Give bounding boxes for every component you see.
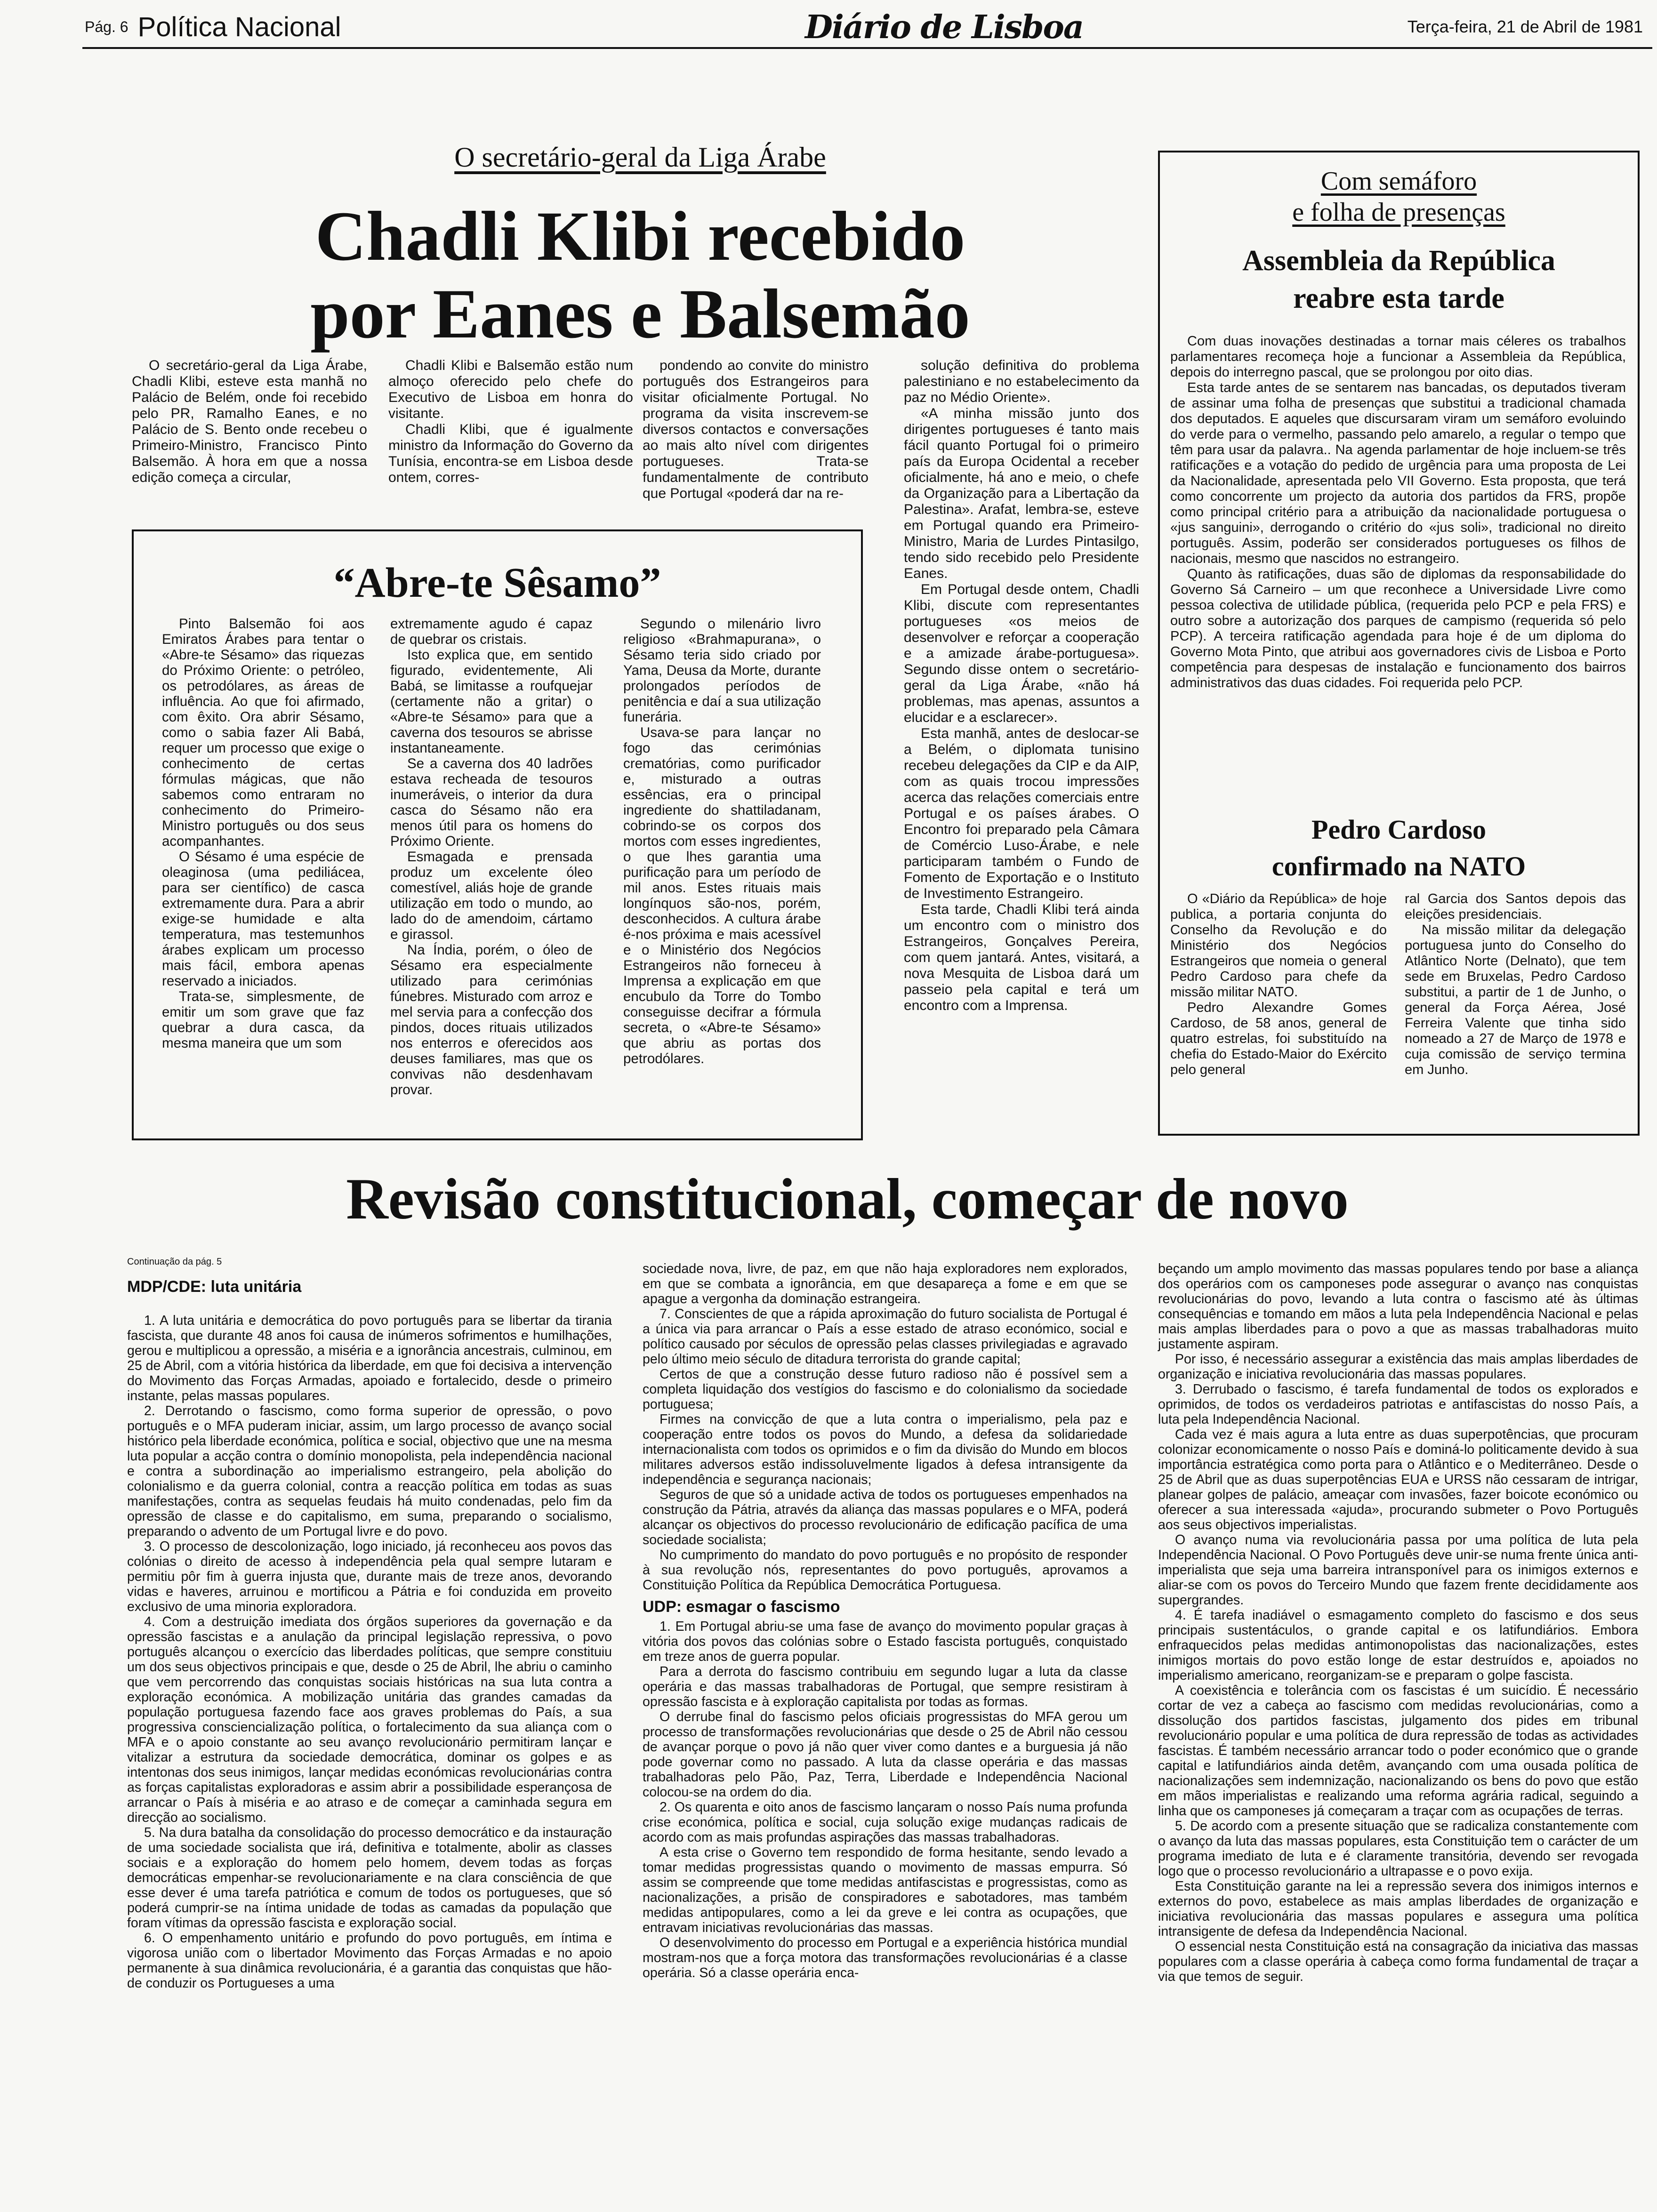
paragraph: Cada vez é mais agura a luta entre as duas superpotências, que procuram colonizar economicamente o nosso País e dominá-lo politicamente devido à sua importância estratégica como porta para o Atlântico e o Mediterrâneo. Desde o 25 de Abril que as duas superpotências EUA e URSS não cessaram de intrigar, planear golpes de palácio, ameaçar com invasões, fazer boicote económico ou oferecer a sua interessada «ajuda», procurando submeter o Povo Português aos seus objectivos imperialistas. xyxy=(1158,1427,1638,1532)
paragraph: 1. Em Portugal abriu-se uma fase de avanço do movimento popular graças à vitória dos povos das colónias sobre o Estado fascista português, conquistado em treze anos de guerra popular. xyxy=(643,1619,1127,1664)
sesamo-title: “Abre-te Sêsamo” xyxy=(333,560,661,606)
paragraph: Trata-se, simplesmente, de emitir um som grave que faz quebrar a dura casca, da mesma maneira que um som xyxy=(162,989,364,1051)
paragraph: «A minha missão junto dos dirigentes portugueses é tanto mais fácil quanto Portugal foi o primeiro país da Europa Ocidental a receber oficialmente, há ano e meio, o chefe da Organização para a Libertação da Palestina». Arafat, lembra-se, esteve em Portugal quando era Primeiro-Ministro, Maria de Lurdes Pintasilgo, tendo sido recebido pelo Presidente Eanes. xyxy=(904,406,1139,581)
revisao-column-3 xyxy=(1158,1261,1638,1984)
paragraph: Esta Constituição garante na lei a repressão severa dos inimigos internos e externos do povo, estabelece as mais amplas liberdades de organização e iniciativa revolucionária das massas populares e assegura uma política intransigente de defesa da Independência Nacional. xyxy=(1158,1879,1638,1939)
paragraph: 5. De acordo com a presente situação que se radicaliza constantemente com o avanço da luta das massas populares, esta Constituição tem o carácter de um programa imediato de luta e é claramente transitória, devendo ser revogada logo que o processo revolucionário a ultrapasse e o povo exija. xyxy=(1158,1819,1638,1879)
paragraph: Chadli Klibi e Balsemão estão num almoço oferecido pelo chefe do Executivo de Lisboa em honra do visitante. xyxy=(388,358,633,421)
cardoso-column-1 xyxy=(1170,891,1387,1078)
klibi-column-4 xyxy=(904,358,1139,1014)
klibi-headline-line1: Chadli Klibi recebido xyxy=(315,197,965,275)
paragraph: 4. Com a destruição imediata dos órgãos superiores da governação e da opressão fascistas e a anulação da principal legislação repressiva, o povo português alcançou o exercício das liberdades políticas, que sempre constituiu um dos seus objectivos principais e que, desde o 25 de Abril, lhe abriu o caminho que vem percorrendo das conquistas sociais históricas na sua luta contra a exploração económica. A mobilização unitária das grandes camadas da população portuguesa fazendo face aos graves problemas do País, a sua progressiva consciencialização política, o fortalecimento da sua aliança com o MFA e o apoio constante ao seu avanço revolucionário permitiram lançar e vitalizar a estrutura da sociedade democrática, dominar os golpes e as intentonas dos seus inimigos, lançar medidas económicas revolucionárias contra as forças capitalistas exploradoras e assim abrir a possibilidade esperançosa de arrancar o País à miséria e ao atraso e de começar a caminhada segura em direcção ao socialismo. xyxy=(127,1614,612,1825)
paragraph: Com duas inovações destinadas a tornar mais céleres os trabalhos parlamentares recomeça hoje a funcionar a Assembleia da República, depois do interregno pascal, que se prolongou por oito dias. xyxy=(1170,334,1626,380)
paragraph: 2. Derrotando o fascismo, como forma superior de opressão, o povo português e o MFA puderam iniciar, assim, um largo processo de avanço social histórico pela liberdade económica, política e social, objectivo que une na mesma luta popular a acção contra o domínio monopolista, pela independência nacional e contra a subordinação ao imperialismo estrangeiro, pela abolição do colonialismo e da guerra colonial, contra a reacção política em todas as suas manifestações, contra as sequelas feudais há muito condenadas, pelo fim da opressão de classe e do capitalismo, em suma, preparando o socialismo, preparando o advento de um Portugal livre e do povo. xyxy=(127,1403,612,1539)
paragraph: ral Garcia dos Santos depois das eleições presidenciais. xyxy=(1405,891,1626,922)
klibi-column-3 xyxy=(643,358,869,502)
paragraph: Usava-se para lançar no fogo das cerimónias crematórias, como purificador e, misturado a outras essências, era o principal ingrediente do shattiladanam, cobrindo-se os corpos dos mortos com esses ingredientes, o que lhes garantia uma purificação para um período de mil anos. Estes rituais mais longínquos são-nos, porém, desconhecidos. A cultura árabe é-nos próxima e mais acessível e o Ministério dos Negócios Estrangeiros não forneceu à Imprensa a explicação em que encubulo da Torre do Tombo conseguisse decifrar a fórmula secreta, o «Abre-te Sésamo» que abriu as portas dos petrodólares. xyxy=(623,725,821,1066)
continuation-note: Continuação da pág. 5 xyxy=(127,1257,222,1267)
mdp-subheading: MDP/CDE: luta unitária xyxy=(127,1278,302,1296)
paragraph: solução definitiva do problema palestiniano e no estabelecimento da paz no Médio Oriente». xyxy=(904,358,1139,405)
section-title: Política Nacional xyxy=(137,11,341,42)
klibi-column-1 xyxy=(132,358,367,486)
paragraph: beçando um amplo movimento das massas populares tendo por base a aliança dos operários com os camponeses pode assegurar o avanço nas conquistas revolucionárias do povo, levando a luta contra o fascismo até às últimas consequências e tomando em mãos a luta pela Independência Nacional e pelas mais amplas liberdades para o povo a que as massas trabalhadoras muito justamente aspiram. xyxy=(1158,1261,1638,1352)
paragraph: A coexistência e tolerância com os fascistas é um suicídio. É necessário cortar de vez a cabeça ao fascismo com medidas revolucionárias, como a dissolução dos partidos fascistas, julgamento dos pides em tribunal revolucionário popular e uma política de dura repressão de todas as actividades fascistas. É também necessário arrancar todo o poder económico que o grande capital e latifundiários ainda detêm, avançando com uma ousada política de nacionalizações sem indemnização, nacionalizando os bens do povo que estão em mãos imperialistas e realizando uma reforma agrária radical, seguindo a linha que os camponeses já começaram a traçar com as ocupações de terras. xyxy=(1158,1683,1638,1819)
cardoso-column-2 xyxy=(1405,891,1626,1078)
paragraph: Esmagada e prensada produz um excelente óleo comestível, aliás hoje de grande utilização em todo o mundo, ao lado do de amendoim, cártamo e girassol. xyxy=(390,849,593,942)
paragraph: A esta crise o Governo tem respondido de forma hesitante, sendo levado a tomar medidas progressistas quando o movimento de massas empurra. Só assim se compreende que tome medidas antifascistas e progressistas, como as nacionalizações, a prisão de conspiradores e sabotadores, mas também medidas antipopulares, como a lei da greve e lei contra as ocupações, que entravam iniciativas revolucionárias das massas. xyxy=(643,1845,1127,1935)
paragraph: Certos de que a construção desse futuro radioso não é possível sem a completa liquidação dos vestígios do fascismo e do colonialismo da sociedade portuguesa; xyxy=(643,1367,1127,1412)
klibi-kicker: O secretário-geral da Liga Árabe xyxy=(454,142,826,173)
paragraph: Quanto às ratificações, duas são de diplomas da responsabilidade do Governo Sá Carneiro – um que reconhece a Universidade Livre como pessoa colectiva de utilidade pública, (requerida pelo PCP e pela FRS) e outro sobre a autorização dos parques de campismo (requerida só pelo PCP). A terceira ratificação agendada para hoje é de um diploma do Governo Mota Pinto, que atribui aos governadores civis de Lisboa e Porto competência para despesas de instalação e funcionamento dos bairros administrativos das duas cidades. Foi requerida pelo PCP. xyxy=(1170,567,1626,690)
sesamo-box xyxy=(132,529,863,1140)
paragraph: 3. Derrubado o fascismo, é tarefa fundamental de todos os explorados e oprimidos, de todos os verdadeiros patriotas e antifascistas do nosso País, a luta pela Independência Nacional. xyxy=(1158,1382,1638,1427)
cardoso-headline xyxy=(1160,811,1638,885)
paragraph: Se a caverna dos 40 ladrões estava recheada de tesouros inumeráveis, o interior da dura casca do Sésamo não era menos útil para os homens do Próximo Oriente. xyxy=(390,756,593,849)
paragraph: O desenvolvimento do processo em Portugal e a experiência histórica mundial mostram-nos que a força motora das transformações revolucionárias é a classe operária. Só a classe operária enca- xyxy=(643,1935,1127,1980)
paragraph: No cumprimento do mandato do povo português e no propósito de responder à sua revolução nós, representantes do povo português, aprovamos a Constituição Política da República Democrática Portuguesa. xyxy=(643,1547,1127,1593)
paragraph: 1. A luta unitária e democrática do povo português para se libertar da tirania fascista, que durante 48 anos foi causa de inúmeros sofrimentos e humilhações, gerou e multiplicou a opressão, a miséria e a ignorância ancestrais, culminou, em 25 de Abril, com a vitória histórica da liberdade, em que foi decisiva a intervenção do Movimento das Forças Armadas, apoiado e fortalecido, desde o primeiro instante, pelas massas populares. xyxy=(127,1313,612,1403)
paragraph: 6. O empenhamento unitário e profundo do povo português, em íntima e vigorosa união com o libertador Movimento das Forças Armadas e no apoio permanente à sua dinâmica revolucionária, é a garantia das conquistas que hão-de conduzir os Portugueses a uma xyxy=(127,1931,612,1991)
paragraph: O essencial nesta Constituição está na consagração da iniciativa das massas populares com a classe operária à cabeça como forma fundamental de traçar a via que temos de seguir. xyxy=(1158,1939,1638,1984)
paragraph: Isto explica que, em sentido figurado, evidentemente, Ali Babá, se limitasse a roufquejar (certamente não a gritar) o «Abre-te Sésamo» para que a caverna dos tesouros se abrisse instantaneamente. xyxy=(390,647,593,756)
revisao-column-1 xyxy=(127,1313,612,1991)
paragraph: Esta manhã, antes de deslocar-se a Belém, o diplomata tunisino recebeu delegações da CIP e da AIP, com as quais trocou impressões acerca das relações comerciais entre Portugal e os países árabes. O Encontro foi preparado pela Câmara de Comércio Luso-Árabe, e nele participaram também o Fundo de Fomento de Exportação e o Instituto de Investimento Estrangeiro. xyxy=(904,726,1139,901)
klibi-column-2 xyxy=(388,358,633,486)
sesamo-column-2 xyxy=(390,616,593,1098)
assembleia-box xyxy=(1158,151,1640,1136)
klibi-headline xyxy=(264,198,1017,353)
sesamo-column-3 xyxy=(623,616,821,1066)
cardoso-headline-line1: Pedro Cardoso xyxy=(1311,814,1487,845)
paragraph: Chadli Klibi, que é igualmente ministro da Informação do Governo da Tunísia, encontra-se em Lisboa desde ontem, corres- xyxy=(388,422,633,485)
paragraph: Por isso, é necessário assegurar a existência das mais amplas liberdades de organização e iniciativa revolucionária das massas populares. xyxy=(1158,1352,1638,1382)
paragraph: Em Portugal desde ontem, Chadli Klibi, discute com representantes portugueses «os meios de desenvolver e reforçar a cooperação e a amizade árabe-portuguesa». Segundo disse ontem o secretário-geral da Liga Árabe, «não há problemas, mas apenas, assuntos a elucidar e a esclarecer». xyxy=(904,582,1139,725)
assembleia-body xyxy=(1170,334,1626,691)
paragraph: Pinto Balsemão foi aos Emiratos Árabes para tentar o «Abre-te Sésamo» das riquezas do Próximo Oriente: o petróleo, os petrodólares, as áreas de influência. Ao que foi afirmado, com êxito. Ora abrir Sésamo, como o sabia fazer Ali Babá, requer um processo que exige o conhecimento de certas fórmulas mágicas, que não sabemos como entraram no conhecimento do Primeiro-Ministro português ou dos seus acompanhantes. xyxy=(162,616,364,849)
paragraph: Firmes na convicção de que a luta contra o imperialismo, pela paz e cooperação entre todos os povos do Mundo, a defesa da solidariedade internacionalista com todos os oprimidos e o fim da divisão do Mundo em blocos militares adversos estão indissoluvelmente ligados à defesa intransigente da independência e segurança nacionais; xyxy=(643,1412,1127,1487)
assembleia-headline-line1: Assembleia da República xyxy=(1242,245,1555,277)
paragraph: 7. Conscientes de que a rápida aproximação do futuro socialista de Portugal é a única via para arrancar o País a esse estado de atraso económico, social e político causado por séculos de opressão pelas classes privilegiadas e agravado pelo último meio século de ditadura terrorista do grande capital; xyxy=(643,1306,1127,1367)
paragraph: O secretário-geral da Liga Árabe, Chadli Klibi, esteve esta manhã no Palácio de Belém, onde foi recebido pelo PR, Ramalho Eanes, e no Palácio de S. Bento onde recebeu o Primeiro-Ministro, Francisco Pinto Balsemão. À hora em que a nossa edição começa a circular, xyxy=(132,358,367,485)
paragraph: Esta tarde antes de se sentarem nas bancadas, os deputados tiveram de assinar uma folha de presenças que substitui a tradicional chamada dos deputados. E aqueles que discursaram viram um semáforo evoluindo do verde para o vermelho, passando pelo amarelo, a regular o tempo que têm para usar da palavra.. Na agenda parlamentar de hoje incluem-se três ratificações e a votação do pedido de urgência para uma proposta de Lei da Nacionalidade, apresentada pelo VII Governo. Esta proposta, que terá como concorrente um projecto da autoria dos partidos da FRS, propõe como principal critério para a atribuição da nacionalidade portuguesa o «jus sanguini», derrogando o critério do «jus soli», tradicional no direito português. Assim, poderão ser considerados portugueses os filhos de nacionais, mesmo que nascidos no estrangeiro. xyxy=(1170,380,1626,566)
udp-subheading: UDP: esmagar o fascismo xyxy=(643,1598,840,1616)
paragraph: extremamente agudo é capaz de quebrar os cristais. xyxy=(390,616,593,647)
paragraph: Na Índia, porém, o óleo de Sésamo era especialmente utilizado para cerimónias fúnebres. Misturado com arroz e mel servia para a confecção dos pindos, doces rituais utilizados nos enterros e oferecidos aos deuses familiares, mas que os convivas não desdenhavam provar. xyxy=(390,942,593,1098)
paragraph: Segundo o milenário livro religioso «Brahmapurana», o Sésamo teria sido criado por Yama, Deusa da Morte, durante prolongados períodos de penitência e daí a sua utilização funerária. xyxy=(623,616,821,725)
assembleia-headline xyxy=(1160,242,1638,317)
paragraph: 3. O processo de descolonização, logo iniciado, já reconheceu aos povos das colónias o direito de acesso à independência pela qual sempre lutaram e permitiu pôr fim à guerra injusta que, durante mais de treze anos, devorando vidas e haveres, arruinou e mortificou a Pátria e foi conduzida em proveito exclusivo de uma minoria exploradora. xyxy=(127,1539,612,1614)
paragraph: O derrube final do fascismo pelos oficiais progressistas do MFA gerou um processo de transformações revolucionárias que desde o 25 de Abril não cessou de avançar porque o povo já não quer viver como dantes e a burguesia já não pode governar como no passado. A luta da classe operária e das massas trabalhadoras pelo Pão, Paz, Terra, Liberdade e Independência Nacional colocou-se na ordem do dia. xyxy=(643,1709,1127,1800)
paragraph: Esta tarde, Chadli Klibi terá ainda um encontro com o ministro dos Estrangeiros, Gonçalves Pereira, com quem jantará. Antes, visitará, a nova Mesquita de Lisboa dará um passeio pela capital e terá um encontro com a Imprensa. xyxy=(904,902,1139,1013)
paragraph: Seguros de que só a unidade activa de todos os portugueses empenhados na construção da Pátria, através da aliança das massas populares e o MFA, poderá alcançar os objectivos do processo revolucionário de edificação pacífica de uma sociedade socialista; xyxy=(643,1487,1127,1547)
paragraph: pondendo ao convite do ministro português dos Estrangeiros para visitar oficialmente Portugal. No programa da visita inscrevem-se diversos contactos e conversações ao mais alto nível com dirigentes portugueses. Trata-se fundamentalmente de contributo que Portugal «poderá dar na re- xyxy=(643,358,869,501)
assembleia-kicker-line1: Com semáforo xyxy=(1320,167,1477,196)
assembleia-headline-line2: reabre esta tarde xyxy=(1293,282,1504,314)
paragraph: O «Diário da República» de hoje publica, a portaria conjunta do Conselho da Revolução e do Ministério dos Negócios Estrangeiros que nomeia o general Pedro Cardoso para chefe da missão militar NATO. xyxy=(1170,891,1387,1000)
paragraph: O Sésamo é uma espécie de oleaginosa (uma pediliácea, para ser científico) de casca extremamente dura. Para a abrir exige-se humidade e alta temperatura, mas testemunhos árabes explicam um processo mais fácil, embora apenas reservado a iniciados. xyxy=(162,849,364,989)
paragraph: 5. Na dura batalha da consolidação do processo democrático e da instauração de uma sociedade socialista que irá, definitiva e totalmente, abolir as classes sociais e a exploração do homem pelo homem, devem todas as forças democráticas empenhar-se revolucionariamente e na clara consciência de que esse dever é uma tarefa patriótica e comum de todos os portugueses, que só poderá cumprir-se na íntima unidade de todas as camadas da população que foram vítimas da opressão fascista e exploração social. xyxy=(127,1825,612,1931)
cardoso-headline-line2: confirmado na NATO xyxy=(1271,851,1526,882)
paragraph: sociedade nova, livre, de paz, em que não haja exploradores nem explorados, em que se combata a ignorância, em que desapareça a fome e em que se apague a vergonha da dominação estrangeira. xyxy=(643,1261,1127,1306)
assembleia-kicker xyxy=(1160,166,1638,228)
header-rule xyxy=(82,47,1652,49)
paragraph: Pedro Alexandre Gomes Cardoso, de 58 anos, general de quatro estrelas, foi substituído na chefia do Estado-Maior do Exército pelo general xyxy=(1170,1000,1387,1077)
paragraph: Para a derrota do fascismo contribuiu em segundo lugar a luta da classe operária e das massas trabalhadoras de Portugal, que sempre resistiram à opressão fascista e à exploração capitalista por todas as formas. xyxy=(643,1664,1127,1709)
revisao-column-2 xyxy=(643,1261,1127,1980)
page-header xyxy=(85,8,1643,46)
paragraph: 4. É tarefa inadiável o esmagamento completo do fascismo e dos seus principais sustentáculos, o grande capital e os latifundiários. Embora enfraquecidos pelas medidas antimonopolistas das nacionalizações, estes inimigos mortais do povo estão longe de estar destruídos e, apoiados no imperialismo americano, reorganizam-se e preparam o golpe fascista. xyxy=(1158,1608,1638,1683)
issue-date: Terça-feira, 21 de Abril de 1981 xyxy=(1407,17,1643,36)
paragraph: O avanço numa via revolucionária passa por uma política de luta pela Independência Nacional. O Povo Português deve unir-se numa frente única anti-imperialista que seja uma barreira intransponível para os inimigos externos e aliar-se com os povos do Terceiro Mundo que fazem frente decididamente aos supergrandes. xyxy=(1158,1532,1638,1608)
paragraph: 2. Os quarenta e oito anos de fascismo lançaram o nosso País numa profunda crise económica, política e social, cuja solução exige mudanças radicais de acordo com as mais profundas aspirações das massas trabalhadoras. xyxy=(643,1800,1127,1845)
klibi-headline-line2: por Eanes e Balsemão xyxy=(310,275,970,353)
page-number: Pág. 6 xyxy=(85,18,129,35)
sesamo-column-1 xyxy=(162,616,364,1051)
assembleia-kicker-line2: e folha de presenças xyxy=(1292,198,1505,227)
masthead: Diário de Lisboa xyxy=(805,8,1083,46)
paragraph: Na missão militar da delegação portuguesa junto do Conselho do Atlântico Norte (Delnato), que tem sede em Bruxelas, Pedro Cardoso substitui, a partir de 1 de Junho, o general da Força Aérea, José Ferreira Valente que tinha sido nomeado a 27 de Março de 1978 e cuja comissão de serviço termina em Junho. xyxy=(1405,922,1626,1077)
revisao-headline: Revisão constitucional, começar de novo xyxy=(346,1167,1349,1231)
